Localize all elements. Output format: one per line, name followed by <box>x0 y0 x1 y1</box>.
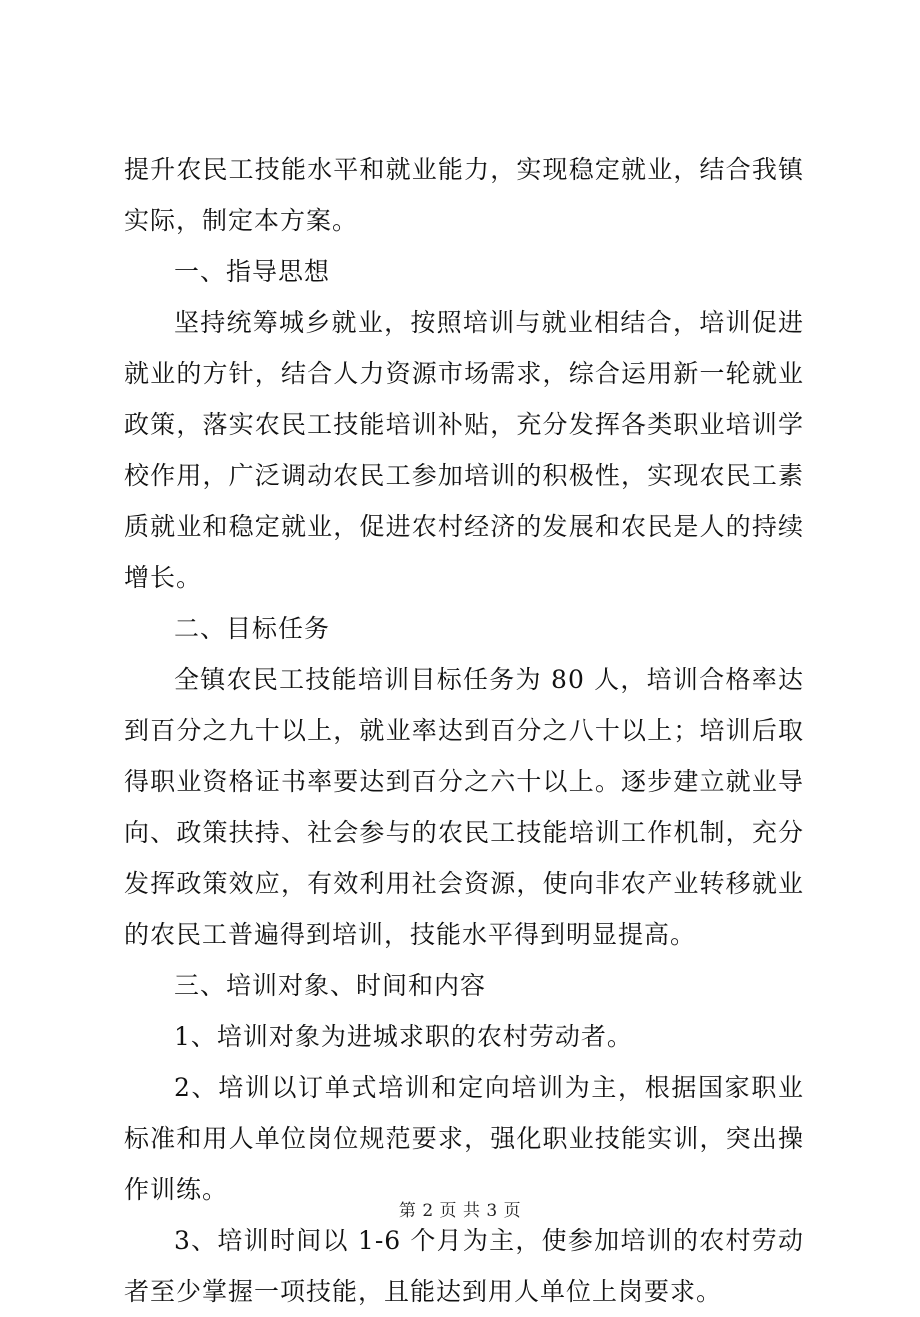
heading-guiding-ideology: 一、指导思想 <box>174 257 331 286</box>
paragraph-objectives: 全镇农民工技能培训目标任务为 80 人，培训合格率达到百分之九十以上，就业率达到百分之八十以上；培训后取得职业资格证书率要达到百分之六十以上。逐步建立就业导向、政策扶持、社会参与的农民工技能培训工作机制，充分发挥政策效应，有效利用社会资源，使向非农产业转移就业的农民工普遍得到培训，技能水平得到明显提高。 <box>124 665 804 949</box>
list-item-training-duration: 3、培训时间以 1-6 个月为主，使参加培训的农村劳动者至少掌握一项技能，且能达到用人单位上岗要求。 <box>124 1226 804 1306</box>
heading-training-scope: 三、培训对象、时间和内容 <box>174 971 487 1000</box>
page-number-footer: 第 2 页 共 3 页 <box>398 1201 522 1221</box>
list-item-training-method: 2、培训以订单式培训和定向培训为主，根据国家职业标准和用人单位岗位规范要求，强化职业技能实训，突出操作训练。 <box>124 1073 804 1204</box>
document-body <box>124 144 804 1317</box>
list-item-training-target: 1、培训对象为进城求职的农村劳动者。 <box>174 1022 633 1051</box>
heading-objectives: 二、目标任务 <box>174 614 331 643</box>
paragraph-intro: 提升农民工技能水平和就业能力，实现稳定就业，结合我镇实际，制定本方案。 <box>124 155 804 235</box>
paragraph-guiding-ideology: 坚持统筹城乡就业，按照培训与就业相结合，培训促进就业的方针，结合人力资源市场需求，综合运用新一轮就业政策，落实农民工技能培训补贴，充分发挥各类职业培训学校作用，广泛调动农民工参加培训的积极性，实现农民工素质就业和稳定就业，促进农村经济的发展和农民是人的持续增长。 <box>124 308 804 592</box>
